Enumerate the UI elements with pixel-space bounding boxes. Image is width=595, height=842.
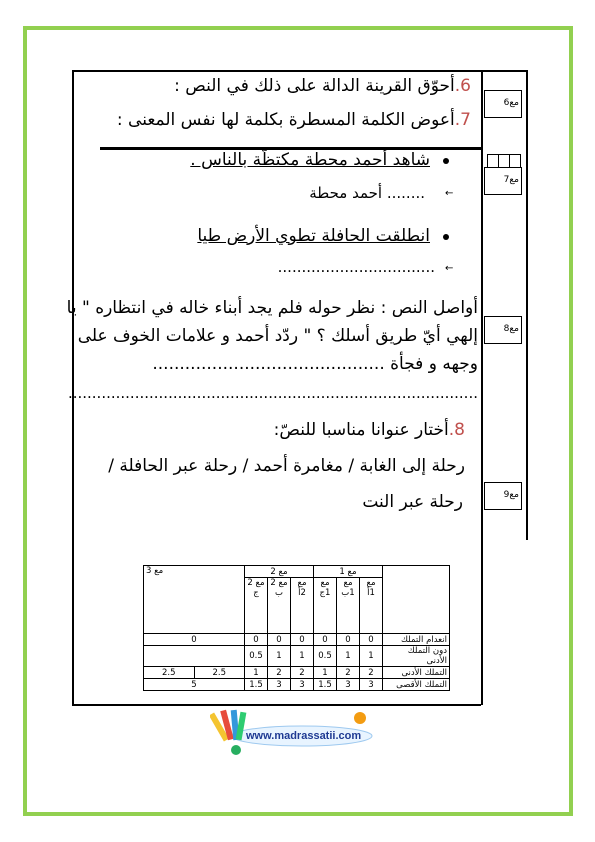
table-cell: 0 bbox=[314, 634, 337, 646]
sub-header: مع 2أ bbox=[291, 578, 314, 634]
table-cell: 2 bbox=[337, 667, 360, 679]
table-cell: 0 bbox=[337, 634, 360, 646]
table-row bbox=[144, 679, 450, 691]
question-7 bbox=[117, 110, 471, 130]
table-cell: 0 bbox=[291, 634, 314, 646]
score-label-9: مع9 bbox=[503, 490, 519, 500]
table-header-row bbox=[144, 566, 450, 578]
score-box-9[interactable] bbox=[484, 482, 522, 510]
group-header-2: مع 2 bbox=[245, 566, 314, 578]
continue-line-1: أواصل النص : نظر حوله فلم يجد أبناء خاله في انتظاره " يا bbox=[66, 298, 478, 318]
row-label: التملك الأقصى bbox=[383, 679, 450, 691]
row-label: انعدام التملك bbox=[383, 634, 450, 646]
sub-header: مع 2 ب bbox=[268, 578, 291, 634]
score-box-7[interactable] bbox=[484, 167, 522, 195]
question-8-number: 8. bbox=[448, 420, 465, 440]
table-corner bbox=[383, 566, 450, 634]
arrow-1-icon: ← bbox=[445, 188, 454, 199]
continue-line-3[interactable]: وجهه و فجأة ........................................... bbox=[152, 354, 478, 374]
table-row bbox=[144, 634, 450, 646]
sub-header: مع 1ب bbox=[337, 578, 360, 634]
table-cell: 1.5 bbox=[314, 679, 337, 691]
sub-header: مع 1ج bbox=[314, 578, 337, 634]
score-box-8[interactable] bbox=[484, 316, 522, 344]
table-cell bbox=[144, 646, 245, 667]
group-header-1: مع 1 bbox=[314, 566, 383, 578]
table-cell: 3 bbox=[268, 679, 291, 691]
table-cell: 1 bbox=[291, 646, 314, 667]
score-cell bbox=[509, 154, 521, 168]
table-cell: 2.5 bbox=[144, 667, 195, 679]
answer-2-field[interactable]: ................................. bbox=[277, 258, 435, 276]
table-cell: 1 bbox=[360, 646, 383, 667]
title-options-line-1: رحلة إلى الغابة / مغامرة أحمد / رحلة عبر الحافلة / bbox=[108, 456, 465, 476]
score-box-6[interactable] bbox=[484, 90, 522, 118]
continue-line-4[interactable]: ...................................................................................... bbox=[67, 384, 478, 402]
table-cell: 0.5 bbox=[314, 646, 337, 667]
question-6 bbox=[174, 76, 471, 96]
table-cell: 0 bbox=[268, 634, 291, 646]
score-label-8: مع8 bbox=[503, 324, 519, 334]
continue-line-2: إلهي أيّ طريق أسلك ؟ " ردّد أحمد و علامات الخوف على bbox=[77, 326, 478, 346]
content-bottom-border bbox=[72, 704, 481, 706]
question-6-text: أحوّق القرينة الدالة على ذلك في النص : bbox=[174, 76, 455, 96]
question-6-number: 6. bbox=[454, 76, 471, 96]
logo-url: www.madrassatii.com bbox=[246, 730, 362, 742]
table-cell: 2 bbox=[268, 667, 291, 679]
table-cell: 0 bbox=[360, 634, 383, 646]
content-right-border bbox=[481, 70, 483, 705]
table-cell: 2 bbox=[291, 667, 314, 679]
question-8 bbox=[274, 420, 465, 440]
table-cell: 0 bbox=[245, 634, 268, 646]
arrow-2-icon: ← bbox=[445, 263, 454, 274]
table-cell: 1.5 bbox=[245, 679, 268, 691]
criteria-table bbox=[143, 565, 450, 691]
bullet-1 bbox=[443, 158, 449, 164]
table-cell: 3 bbox=[360, 679, 383, 691]
question-7-number: 7. bbox=[454, 110, 471, 130]
sentence-2: انطلقت الحافلة تطوي الأرض طيا bbox=[197, 226, 430, 246]
sentence-1: شاهد أحمد محطة مكتظّة بالناس . bbox=[190, 150, 430, 170]
table-cell: 5 bbox=[144, 679, 245, 691]
table-row bbox=[144, 667, 450, 679]
bullet-2 bbox=[443, 234, 449, 240]
answer-1-field[interactable]: ........ أحمد محطة bbox=[309, 184, 425, 202]
sub-header: مع 1أ bbox=[360, 578, 383, 634]
group-header-3: مع 3 bbox=[144, 566, 245, 634]
table-cell: 0 bbox=[144, 634, 245, 646]
table-cell: 2 bbox=[360, 667, 383, 679]
table-cell: 0.5 bbox=[245, 646, 268, 667]
title-options-line-2: رحلة عبر النت bbox=[362, 492, 463, 512]
content-top-border bbox=[72, 70, 481, 72]
table-cell: 1 bbox=[268, 646, 291, 667]
table-cell: 1 bbox=[245, 667, 268, 679]
score-label-6: مع6 bbox=[503, 98, 519, 108]
madrassatii-logo[interactable] bbox=[210, 708, 378, 758]
table-cell: 3 bbox=[291, 679, 314, 691]
sub-header: مع 2 ج bbox=[245, 578, 268, 634]
table-cell: 2.5 bbox=[194, 667, 245, 679]
table-cell: 1 bbox=[314, 667, 337, 679]
row-label: التملك الأدنى bbox=[383, 667, 450, 679]
table-cell: 3 bbox=[337, 679, 360, 691]
score-column-top bbox=[481, 70, 527, 72]
question-8-text: أختار عنوانا مناسبا للنصّ: bbox=[273, 420, 449, 440]
row-label: دون التملك الأدنى bbox=[383, 646, 450, 667]
score-label-7: مع7 bbox=[503, 175, 519, 185]
table-row bbox=[144, 646, 450, 667]
score-column-border bbox=[526, 70, 528, 540]
table-cell: 1 bbox=[337, 646, 360, 667]
question-7-text: أعوض الكلمة المسطرة بكلمة لها نفس المعنى : bbox=[116, 110, 455, 130]
